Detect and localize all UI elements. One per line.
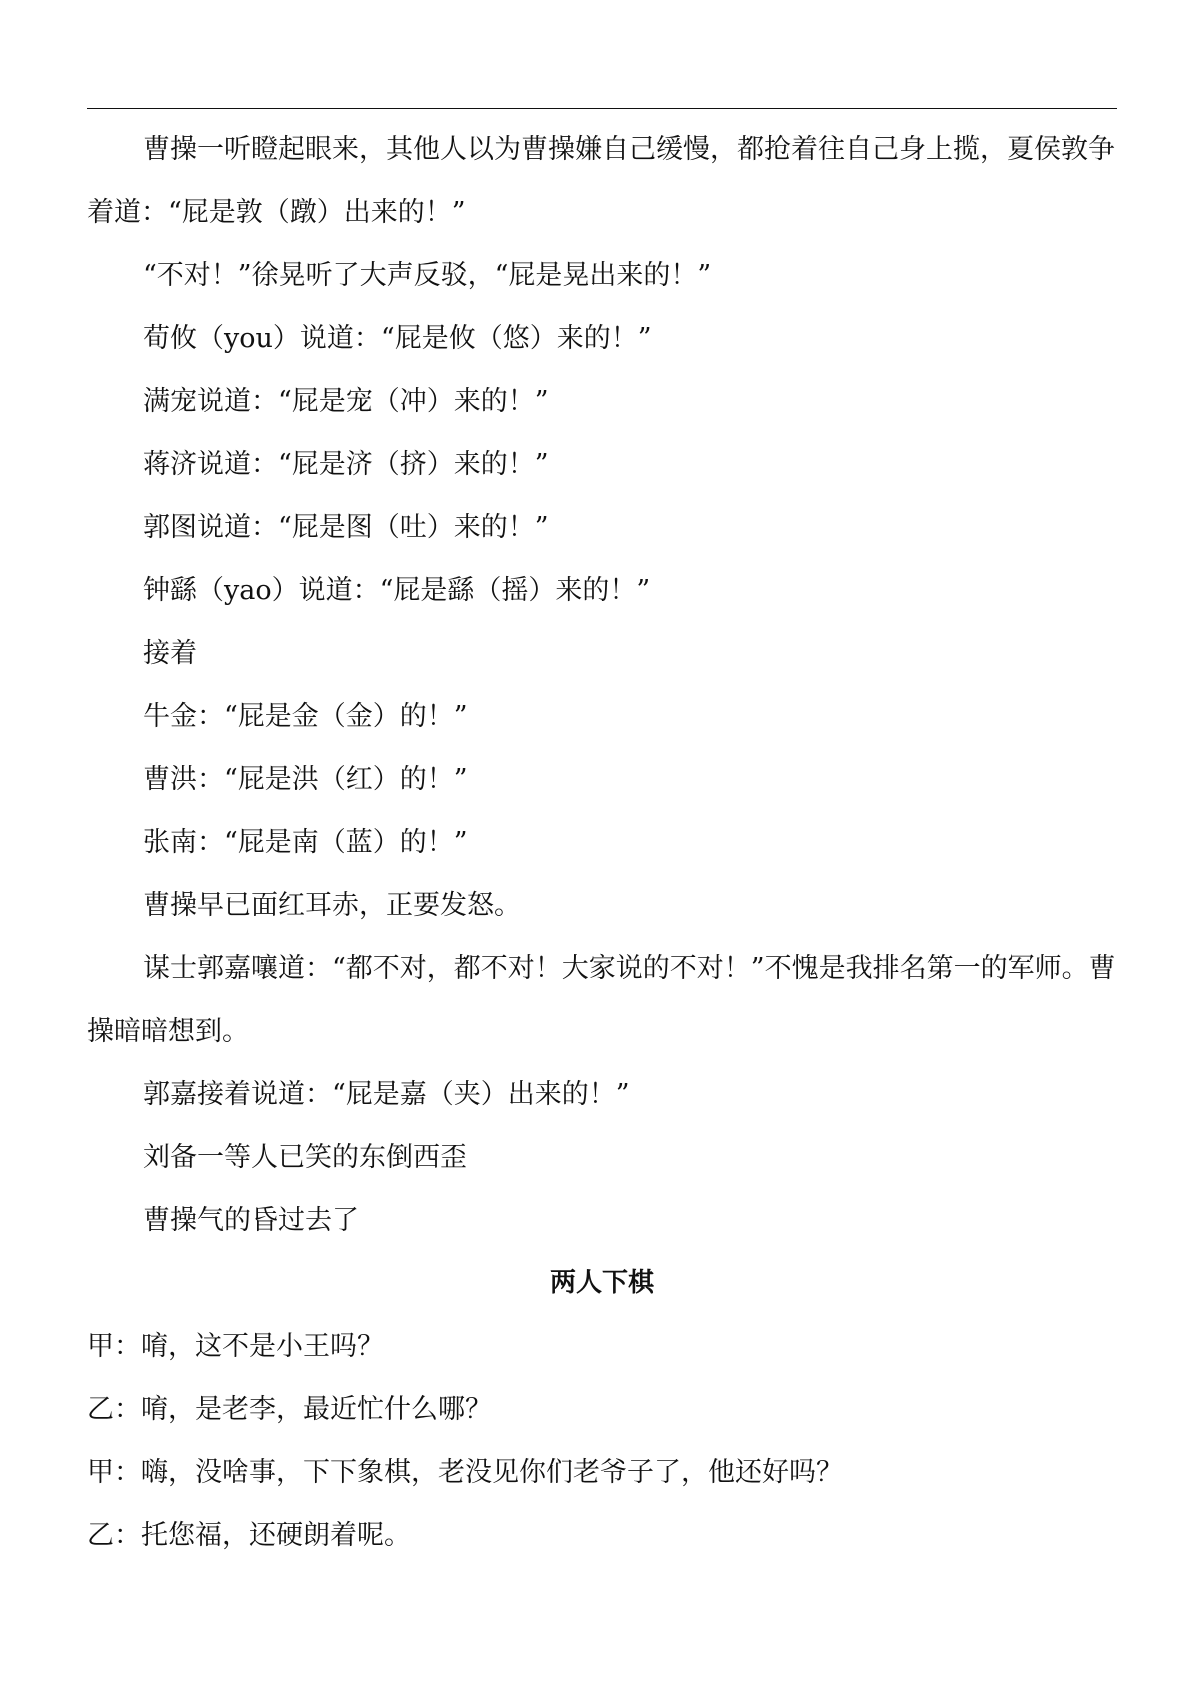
paragraph: 谋士郭嘉嚷道：“都不对，都不对！大家说的不对！”不愧是我排名第一的军师。曹操暗暗想到。 bbox=[87, 953, 1116, 1047]
header-rule bbox=[87, 108, 1117, 109]
paragraph: 曹操早已面红耳赤，正要发怒。 bbox=[143, 890, 521, 921]
paragraph: 曹操一听瞪起眼来，其他人以为曹操嫌自己缓慢，都抢着往自己身上揽，夏侯敦争着道：“屁是敦（蹾）出来的！” bbox=[87, 134, 1115, 228]
paragraph: 接着 bbox=[143, 638, 197, 669]
paragraph: 钟繇（yao）说道：“屁是繇（摇）来的！” bbox=[143, 575, 651, 606]
paragraph: 郭嘉接着说道：“屁是嘉（夹）出来的！” bbox=[143, 1079, 630, 1110]
paragraph: 牛金：“屁是金（金）的！” bbox=[143, 701, 468, 732]
dialogue-line: 乙：唷，是老李，最近忙什么哪？ bbox=[87, 1394, 492, 1425]
paragraph: 郭图说道：“屁是图（吐）来的！” bbox=[143, 512, 549, 543]
section-title: 两人下棋 bbox=[549, 1268, 654, 1298]
paragraph: 刘备一等人已笑的东倒西歪 bbox=[143, 1142, 467, 1173]
dialogue-line: 甲：唷，这不是小王吗？ bbox=[87, 1331, 384, 1362]
dialogue-line: 乙：托您福，还硬朗着呢。 bbox=[87, 1520, 411, 1551]
paragraph: 满宠说道：“屁是宠（冲）来的！” bbox=[143, 386, 549, 417]
paragraph: 蒋济说道：“屁是济（挤）来的！” bbox=[143, 449, 549, 480]
paragraph: 张南：“屁是南（蓝）的！” bbox=[143, 827, 468, 858]
paragraph: “不对！”徐晃听了大声反驳，“屁是晃出来的！” bbox=[143, 260, 712, 291]
paragraph: 曹操气的昏过去了 bbox=[143, 1205, 359, 1236]
paragraph: 曹洪：“屁是洪（红）的！” bbox=[143, 764, 468, 795]
dialogue-line: 甲：嗨，没啥事，下下象棋，老没见你们老爷子了，他还好吗？ bbox=[87, 1457, 843, 1488]
paragraph: 荀攸（you）说道：“屁是攸（悠）来的！” bbox=[143, 323, 652, 354]
document-body bbox=[87, 118, 1117, 1567]
